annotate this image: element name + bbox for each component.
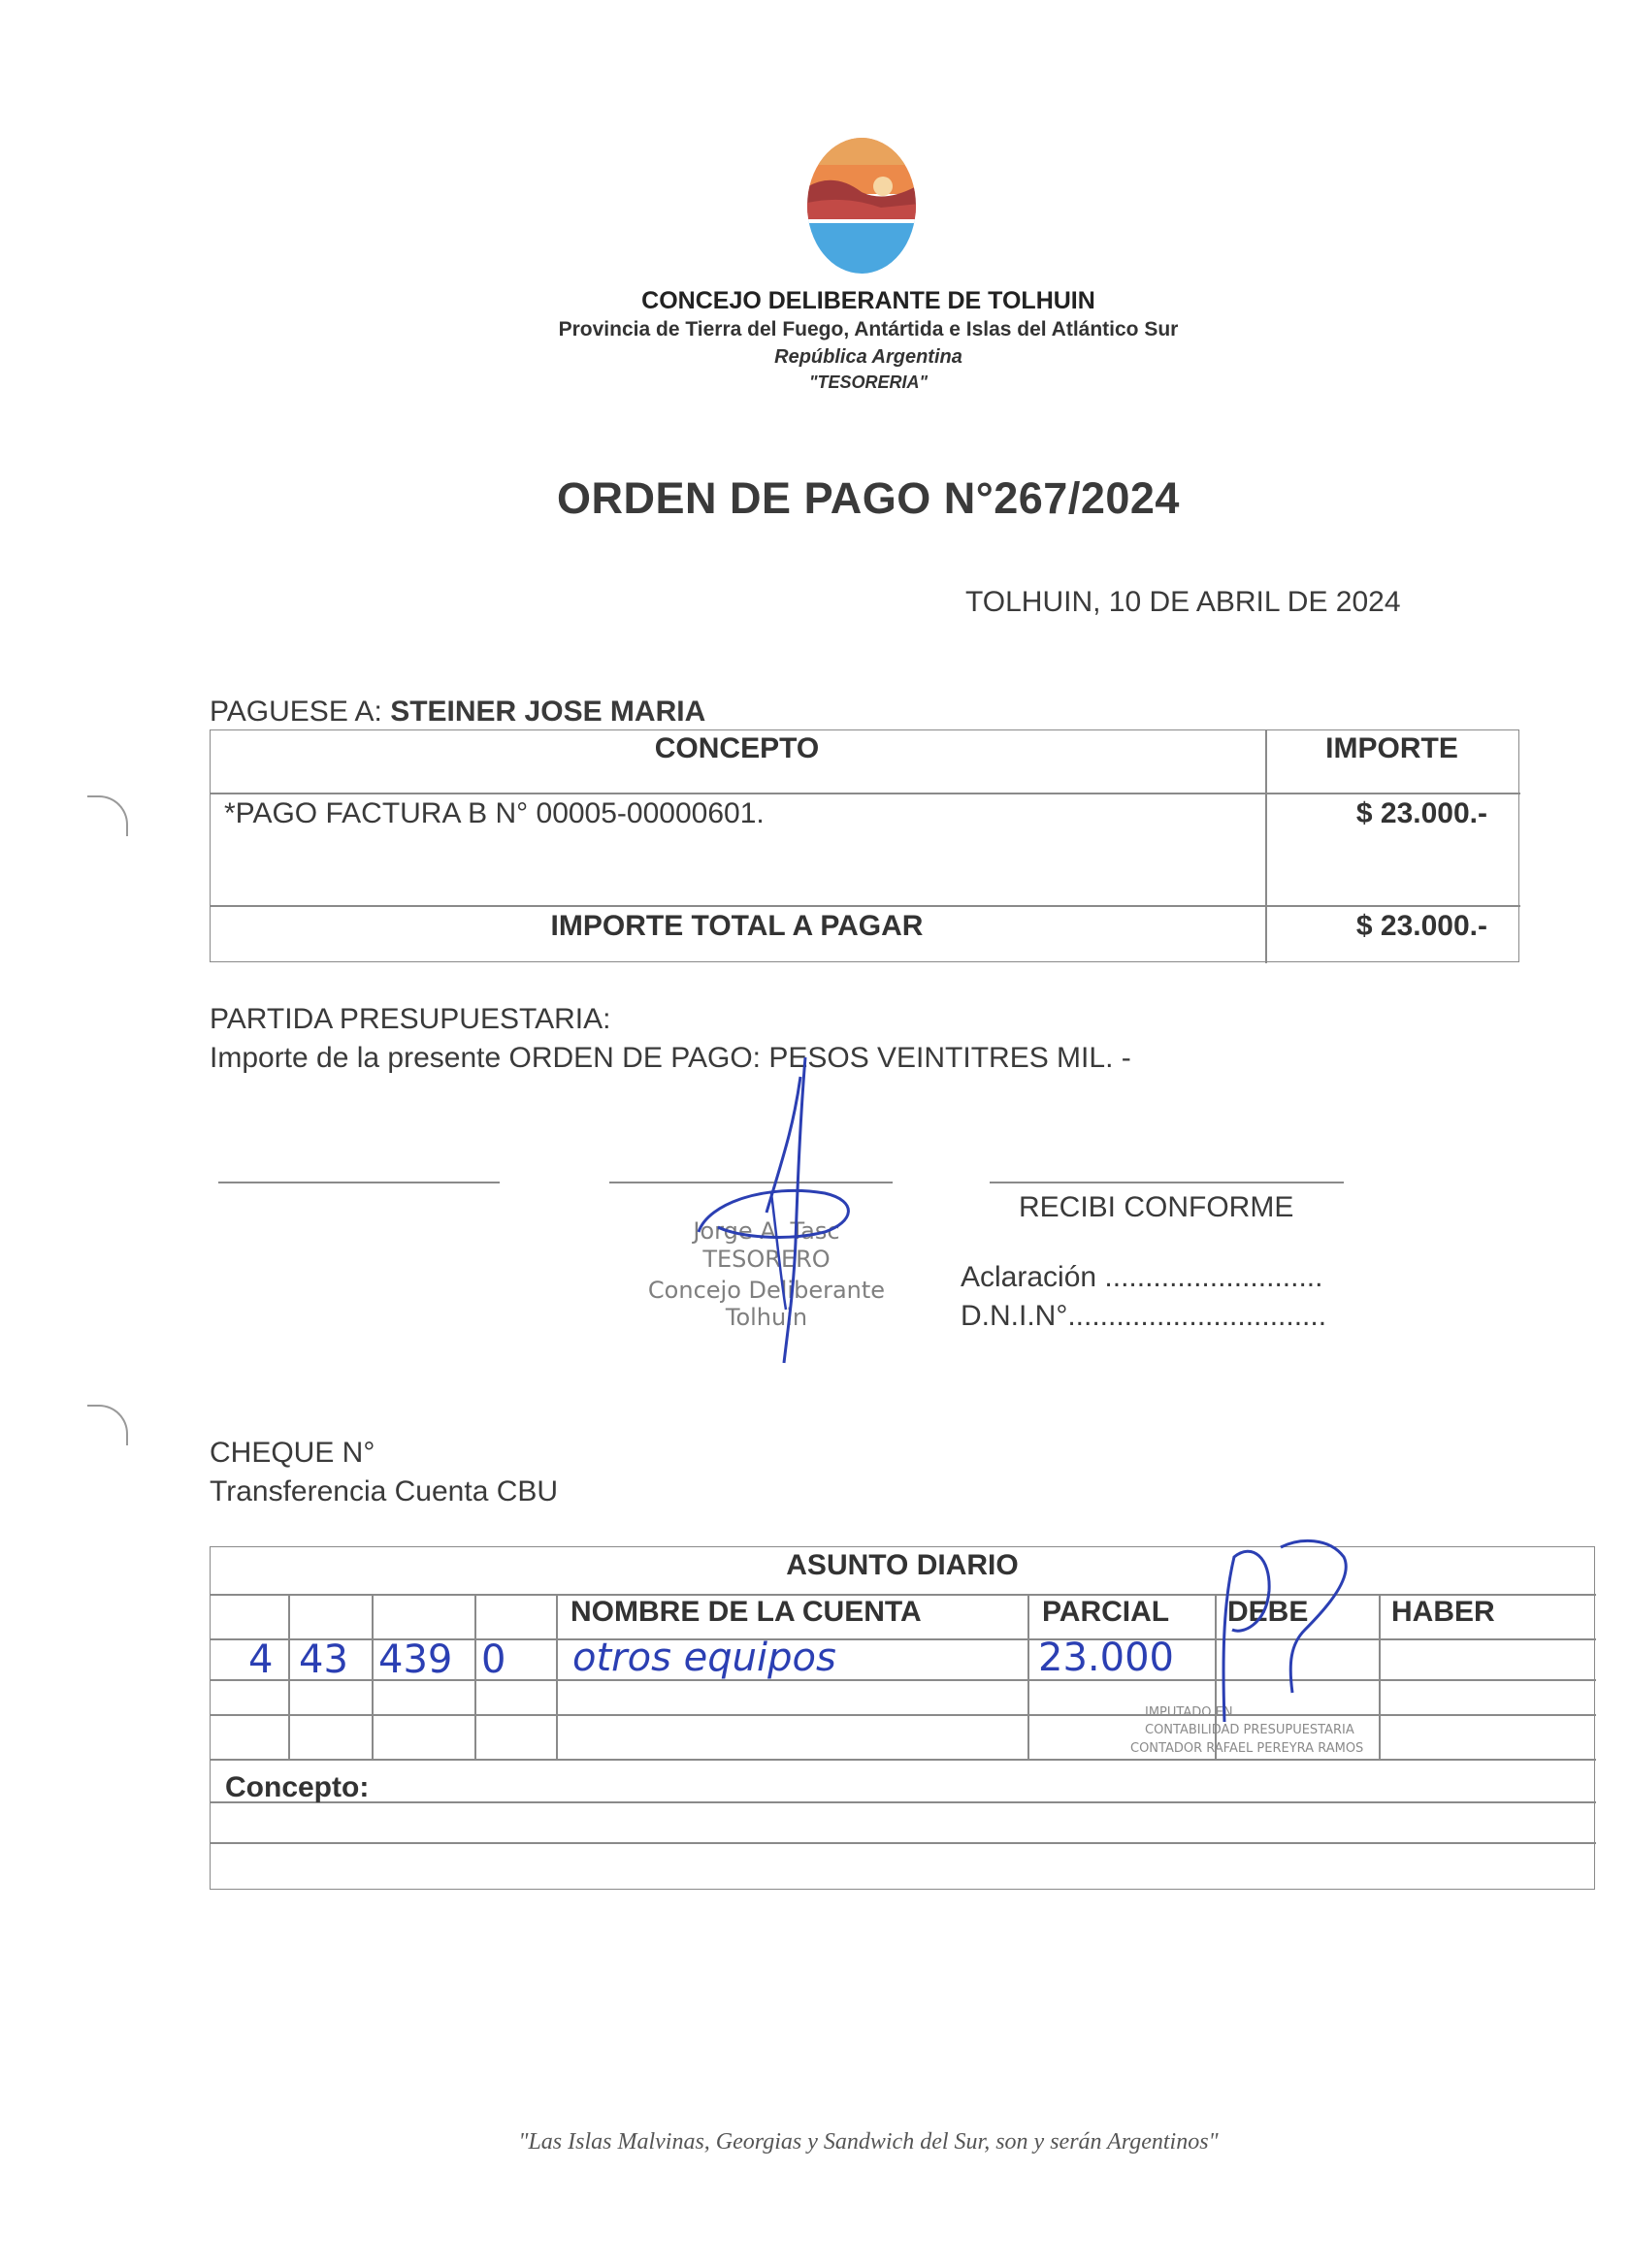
scan-mark-1 <box>87 795 128 836</box>
department-name: "TESORERIA" <box>808 373 929 392</box>
stamp-line-2: CONTABILIDAD PRESUPUESTARIA <box>1145 1723 1354 1737</box>
payee-label: PAGUESE A: <box>210 696 382 728</box>
handwritten-signature <box>679 1038 873 1368</box>
aclaracion-line: Aclaración ........................... <box>961 1261 1323 1293</box>
country-name: República Argentina <box>774 346 962 368</box>
province-name: Provincia de Tierra del Fuego, Antártida e Islas del Atlántico Sur <box>558 318 1179 340</box>
signature-line-1 <box>218 1182 500 1183</box>
logo <box>803 136 920 276</box>
ledger-col-partial: PARCIAL <box>1042 1596 1170 1628</box>
stamp-line-1: IMPUTADO EN <box>1145 1705 1233 1720</box>
date-line: TOLHUIN, 10 DE ABRIL DE 2024 <box>965 586 1401 618</box>
ledger-col-debit: DEBE <box>1227 1596 1309 1628</box>
ledger-initials <box>1213 1538 1378 1732</box>
scan-mark-2 <box>87 1405 128 1445</box>
cheque-label: CHEQUE N° <box>210 1437 375 1469</box>
payee-name: STEINER JOSE MARIA <box>390 696 706 728</box>
payee-line <box>210 696 705 729</box>
received-label: RECIBI CONFORME <box>1019 1191 1294 1223</box>
stamp-org: Concejo Deliberante Tolhuin <box>647 1277 886 1331</box>
total-amount: $ 23.000.- <box>1355 910 1487 942</box>
transfer-label: Transferencia Cuenta CBU <box>210 1475 559 1507</box>
ledger-code-3: 439 <box>378 1637 453 1682</box>
item-concept: *PAGO FACTURA B N° 00005-00000601. <box>224 797 765 829</box>
total-label: IMPORTE TOTAL A PAGAR <box>550 910 924 942</box>
stamp-line-3: CONTADOR RAFAEL PEREYRA RAMOS <box>1130 1741 1364 1756</box>
ledger-concept-label: Concepto: <box>225 1771 370 1803</box>
ledger-title: ASUNTO DIARIO <box>786 1549 1019 1581</box>
stamp-role: TESORERO <box>702 1246 831 1273</box>
ledger-code-2: 43 <box>299 1637 348 1682</box>
ledger-account-name: otros equipos <box>572 1636 836 1680</box>
footer-motto: "Las Islas Malvinas, Georgias y Sandwich del Sur, son y serán Argentinos" <box>518 2129 1219 2155</box>
ledger-col-credit: HABER <box>1391 1596 1495 1628</box>
dni-line: D.N.I.N°................................ <box>961 1300 1327 1332</box>
item-amount: $ 23.000.- <box>1355 797 1487 829</box>
col-amount-header: IMPORTE <box>1325 732 1458 764</box>
org-name: CONCEJO DELIBERANTE DE TOLHUIN <box>641 287 1095 314</box>
signature-line-3 <box>990 1182 1344 1183</box>
importe-line: Importe de la presente ORDEN DE PAGO: PESOS VEINTITRES MIL. - <box>210 1042 1131 1074</box>
ledger-code-1: 4 <box>248 1637 274 1682</box>
stamp-name: Jorge A. Tasc <box>693 1217 840 1245</box>
ledger-partial-value: 23.000 <box>1038 1636 1174 1680</box>
partida-label: PARTIDA PRESUPUESTARIA: <box>210 1003 611 1035</box>
ledger-code-4: 0 <box>481 1637 506 1682</box>
ledger-col-account: NOMBRE DE LA CUENTA <box>570 1596 922 1628</box>
col-concept-header: CONCEPTO <box>654 732 820 764</box>
page-title: ORDEN DE PAGO N°267/2024 <box>557 473 1180 523</box>
